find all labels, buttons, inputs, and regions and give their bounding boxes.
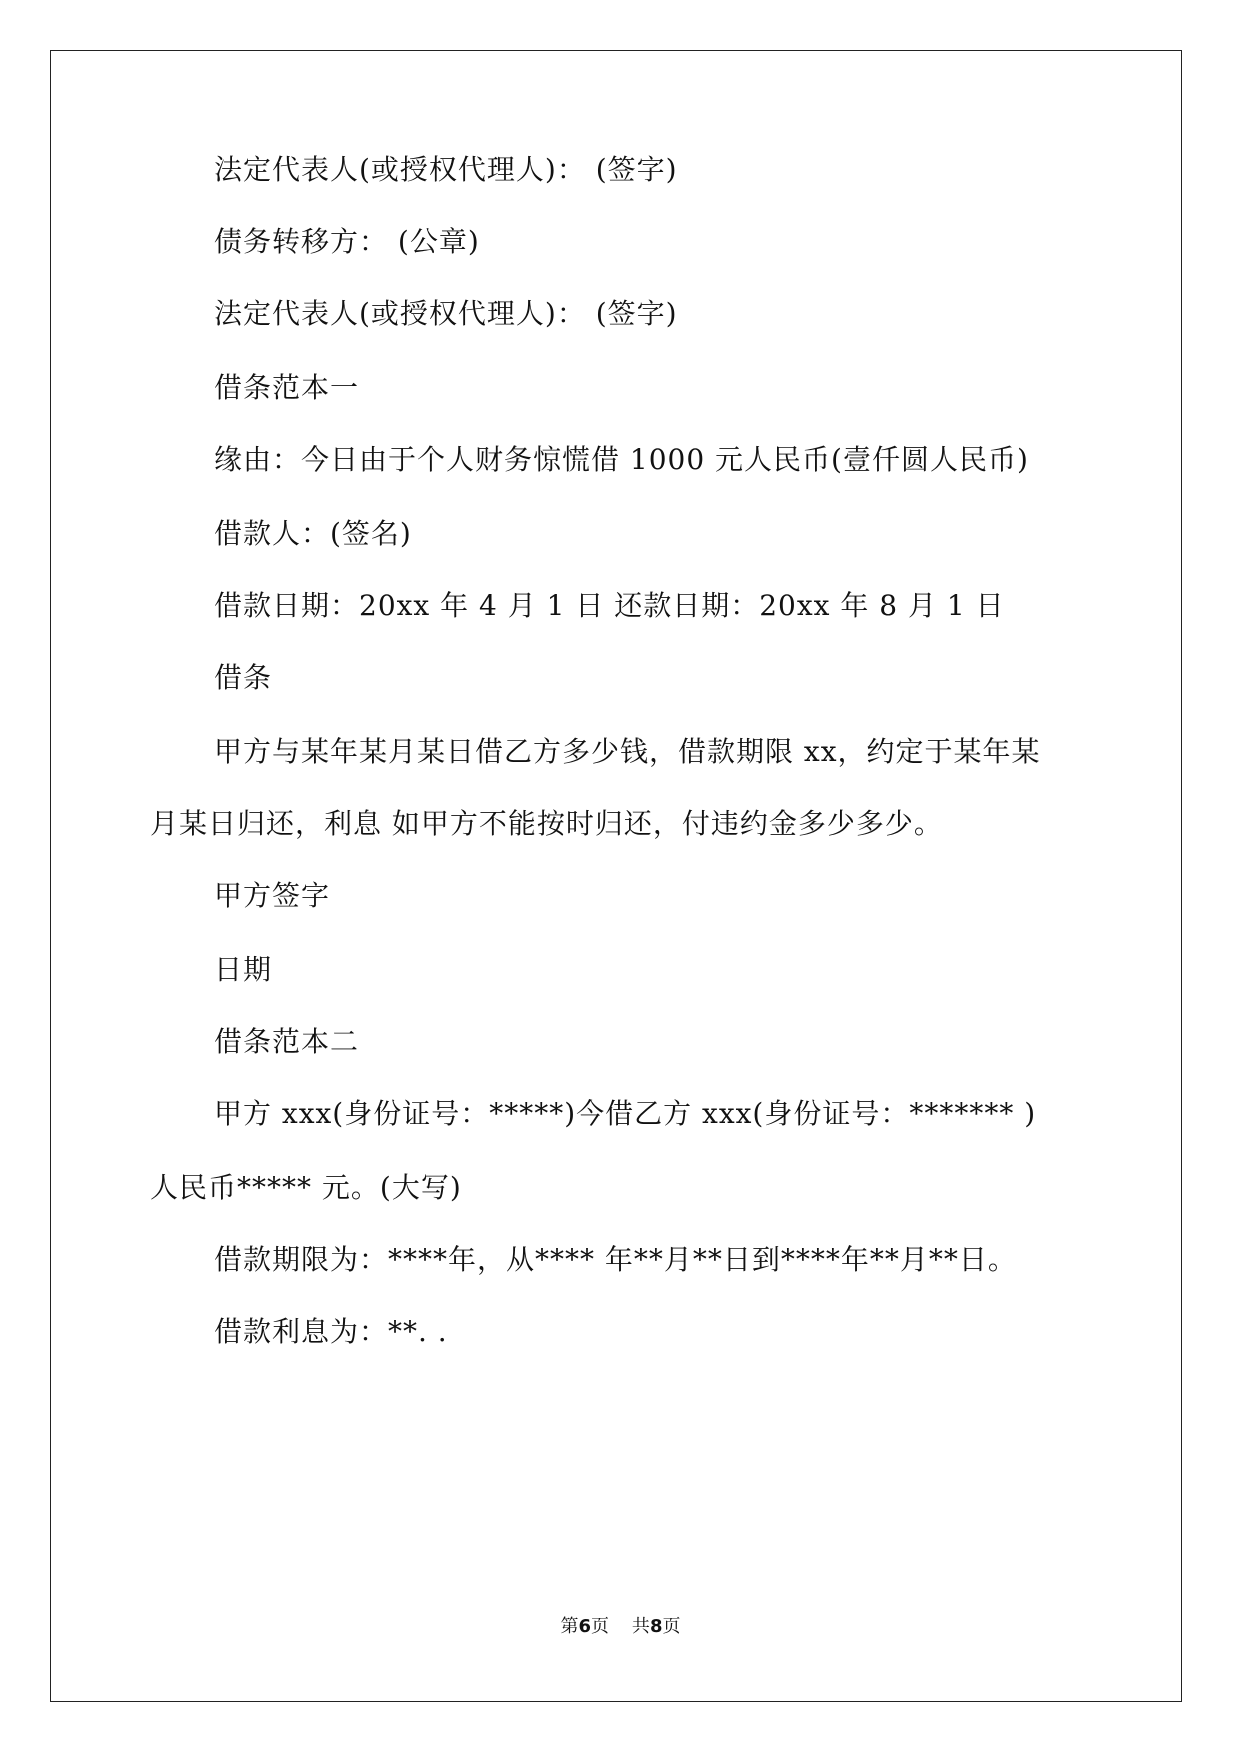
page-number-current: 6 xyxy=(578,1616,592,1637)
heading-iou-template-1: 借条范本一 xyxy=(214,371,360,404)
paragraph-parties-line-2: 人民币***** 元。(大写) xyxy=(150,1171,462,1204)
paragraph-reason: 缘由：今日由于个人财务惊慌借 1000 元人民币(壹仟圆人民币) xyxy=(214,443,1029,476)
paragraph-debt-transferor: 债务转移方： (公章) xyxy=(214,225,480,258)
paragraph-terms-line-1: 甲方与某年某月某日借乙方多少钱，借款期限 xx，约定于某年某 xyxy=(214,735,1041,768)
paragraph-parties-line-1: 甲方 xxx(身份证号：*****)今借乙方 xxx(身份证号：******* ) xyxy=(214,1097,1037,1130)
page-number-suffix: 页 xyxy=(662,1616,681,1637)
page-number-mid: 页 共 xyxy=(591,1616,650,1637)
heading-iou-template-2: 借条范本二 xyxy=(214,1025,360,1058)
paragraph-borrower: 借款人：(签名) xyxy=(214,517,412,550)
page-footer xyxy=(0,1612,1241,1638)
paragraph-legal-rep-2: 法定代表人(或授权代理人)： (签字) xyxy=(214,297,678,330)
page-number-total: 8 xyxy=(649,1616,663,1637)
paragraph-legal-rep-1: 法定代表人(或授权代理人)： (签字) xyxy=(214,153,678,186)
paragraph-date: 日期 xyxy=(214,953,273,986)
paragraph-loan-interest: 借款利息为：**. . xyxy=(214,1315,448,1348)
paragraph-party-a-signature: 甲方签字 xyxy=(214,879,331,912)
heading-iou: 借条 xyxy=(214,661,273,694)
page-number-prefix: 第 xyxy=(560,1616,579,1637)
paragraph-loan-dates: 借款日期：20xx 年 4 月 1 日 还款日期：20xx 年 8 月 1 日 xyxy=(214,589,1005,622)
paragraph-terms-line-2: 月某日归还，利息 如甲方不能按时归还，付违约金多少多少。 xyxy=(150,807,943,840)
paragraph-loan-term: 借款期限为：****年，从**** 年**月**日到****年**月**日。 xyxy=(214,1243,1017,1276)
